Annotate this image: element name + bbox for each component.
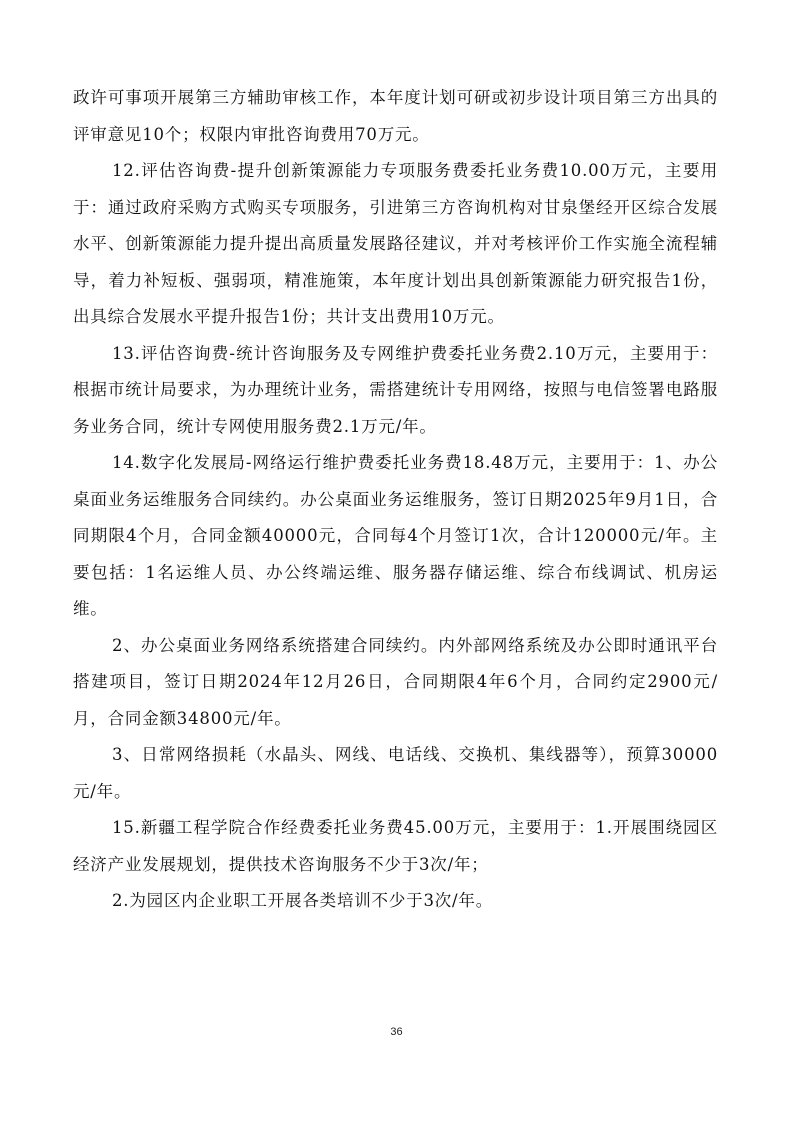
paragraph-item-12: 12.评估咨询费-提升创新策源能力专项服务费委托业务费10.00万元，主要用于：通过政府采购方式购买专项服务，引进第三方咨询机构对甘泉堡经开区综合发展水平、创新策源能力提升提出高质量发展路径建议，并对考核评价工作实施全流程辅导，着力补短板、强弱项，精准施策，本年度计划出具创新策源能力研究报告1份，出具综合发展水平提升报告1份；共计支出费用10万元。 — [73, 161, 718, 326]
paragraph-item-14: 14.数字化发展局-网络运行维护费委托业务费18.48万元，主要用于：1、办公桌面业务运维服务合同续约。办公桌面业务运维服务，签订日期2025年9月1日，合同期限4个月，合同金额40000元，合同每4个月签订1次，合计120000元/年。主要包括：1名运维人员、办公终端运维、服务器存储运维、综合布线调试、机房运维。 — [73, 453, 718, 618]
paragraph-item-14-2: 2、办公桌面业务网络系统搭建合同续约。内外部网络系统及办公即时通讯平台搭建项目，签订日期2024年12月26日，合同期限4年6个月，合同约定2900元/月，合同金额34800元/年。 — [73, 635, 718, 728]
page-number: 36 — [390, 1026, 403, 1038]
paragraph-item-15: 15.新疆工程学院合作经费委托业务费45.00万元，主要用于：1.开展围绕园区经济产业发展规划，提供技术咨询服务不少于3次/年； — [73, 818, 718, 874]
paragraph-item-14-3: 3、日常网络损耗（水晶头、网线、电话线、交换机、集线器等），预算30000元/年。 — [73, 745, 718, 801]
document-body — [73, 80, 718, 920]
paragraph-continuation: 政许可事项开展第三方辅助审核工作，本年度计划可研或初步设计项目第三方出具的评审意见10个；权限内审批咨询费用70万元。 — [73, 88, 718, 144]
paragraph-item-15-2: 2.为园区内企业职工开展各类培训不少于3次/年。 — [112, 891, 493, 910]
paragraph-item-13: 13.评估咨询费-统计咨询服务及专网维护费委托业务费2.10万元，主要用于：根据市统计局要求，为办理统计业务，需搭建统计专用网络，按照与电信签署电路服务业务合同，统计专网使用服务费2.1万元/年。 — [73, 343, 718, 436]
